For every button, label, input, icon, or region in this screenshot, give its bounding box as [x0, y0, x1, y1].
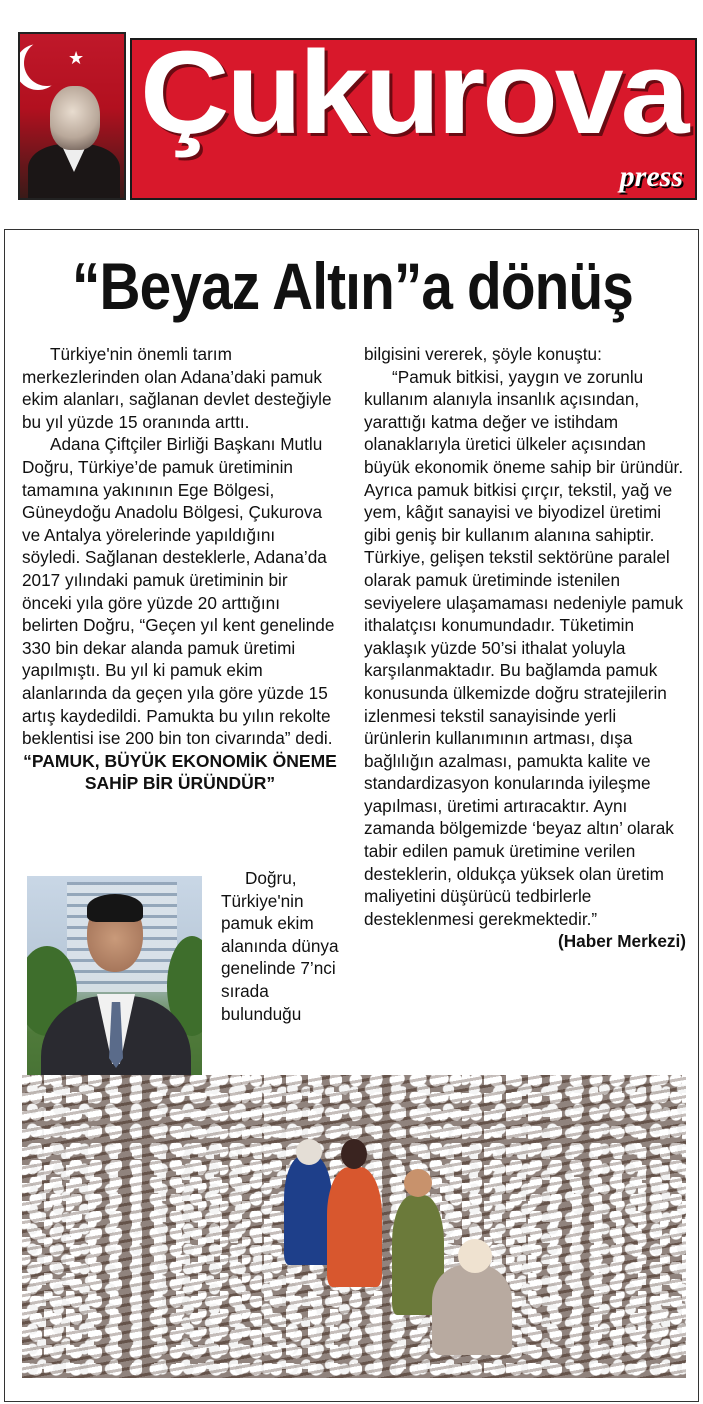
- paragraph: Adana Çiftçiler Birliği Başkanı Mutlu Doğru, Türkiye’de pamuk üretiminin tamamına yakınının Ege Bölgesi, Güneydoğu Anadolu Bölgesi, Çukurova ve Antalya yörelerinde yapıldığını söyledi. Sağlanan desteklerle, Adana’da 2017 yılındaki pamuk üretiminin bir önceki yıla göre yüzde 20 arttığını belirten Doğru, “Geçen yıl kent genelinde 330 bin dekar alanda pamuk üretimi yapılmıştı. Bu yıl ki pamuk ekim alanlarında da geçen yıla göre yüzde 15 artış kaydedildi. Pamukta bu yılın rekolte beklentisi ise 200 bin ton civarında” dedi.: [22, 434, 335, 749]
- paragraph: bilgisini vererek, şöyle konuştu:: [364, 344, 602, 364]
- brand-subtitle: press: [619, 160, 683, 193]
- article-headline: “Beyaz Altın”a dönüş: [72, 249, 633, 323]
- photo-worker: [284, 1155, 332, 1265]
- paragraph: Doğru, Türkiye'nin pamuk ekim alanında dünya genelinde 7’nci sırada bulunduğu: [221, 868, 339, 1024]
- paragraph: Türkiye'nin önemli tarım merkezlerinden olan Adana’daki pamuk ekim alanları, sağlanan devlet desteğiyle bu yıl yüzde 15 oranında arttı.: [22, 344, 332, 432]
- article-subheading: “PAMUK, BÜYÜK EKONOMİK ÖNEME SAHİP BİR ÜRÜNDÜR”: [23, 750, 337, 793]
- photo-child-head: [404, 1169, 432, 1197]
- star-icon: ★: [68, 48, 85, 68]
- ataturk-portrait: [18, 32, 126, 200]
- photo-worker-head: [341, 1139, 367, 1169]
- photo-worker: [327, 1167, 382, 1287]
- brand-logo: [130, 27, 697, 200]
- portrait-face: [50, 86, 100, 150]
- photo-worker-head: [458, 1239, 492, 1273]
- crescent-icon: [24, 40, 70, 86]
- article-wrap-text: [221, 867, 339, 1025]
- photo-worker: [432, 1265, 512, 1355]
- cotton-field-photo: [22, 1075, 686, 1378]
- brand-name: Çukurova: [140, 27, 687, 159]
- photo-hair: [87, 894, 143, 922]
- photo-worker-head: [296, 1139, 322, 1165]
- paragraph: “Pamuk bitkisi, yaygın ve zorunlu kullanım alanıyla insanlık açısından, yarattığı katma değer ve istihdam olanaklarıyla üretici ülkeler açısından büyük ekonomik öneme sahip bir üründür. Ayrıca pamuk bitkisi çırçır, tekstil, yağ ve yem, kâğıt sanayisi ve biyodizel üretimi gibi geniş bir kullanım alanına sahiptir. Türkiye, gelişen tekstil sektörüne paralel olarak pamuk üretiminde istenilen seviyelere ulaşamaması nedeniyle pamuk ithalatçısı konumundadır. Tüketimin yaklaşık yüzde 50’si ithalat yoluyla karşılanmaktadır. Bu bağlamda pamuk konusunda ülkemizde doğru stratejilerin izlenmesi tekstil sanayisinde yerli ürünlerin kullanımının artması, dışa bağlılığın azalması, pamukta kalite ve standardizasyon konularında iyileşme yapılması, üretimi artıracaktır. Aynı zamanda bölgemizde ‘beyaz altın’ olarak tabir edilen pamuk üretimine verilen desteklerin, oldukça yüksek olan üretim maliyetini düşürücü tedbirlerle desteklenmesi gerekmektedir.”: [364, 366, 684, 929]
- article-byline: (Haber Merkezi): [558, 931, 686, 952]
- masthead: [18, 27, 697, 202]
- article-column-2: [364, 343, 686, 953]
- article-column-1: [22, 343, 338, 794]
